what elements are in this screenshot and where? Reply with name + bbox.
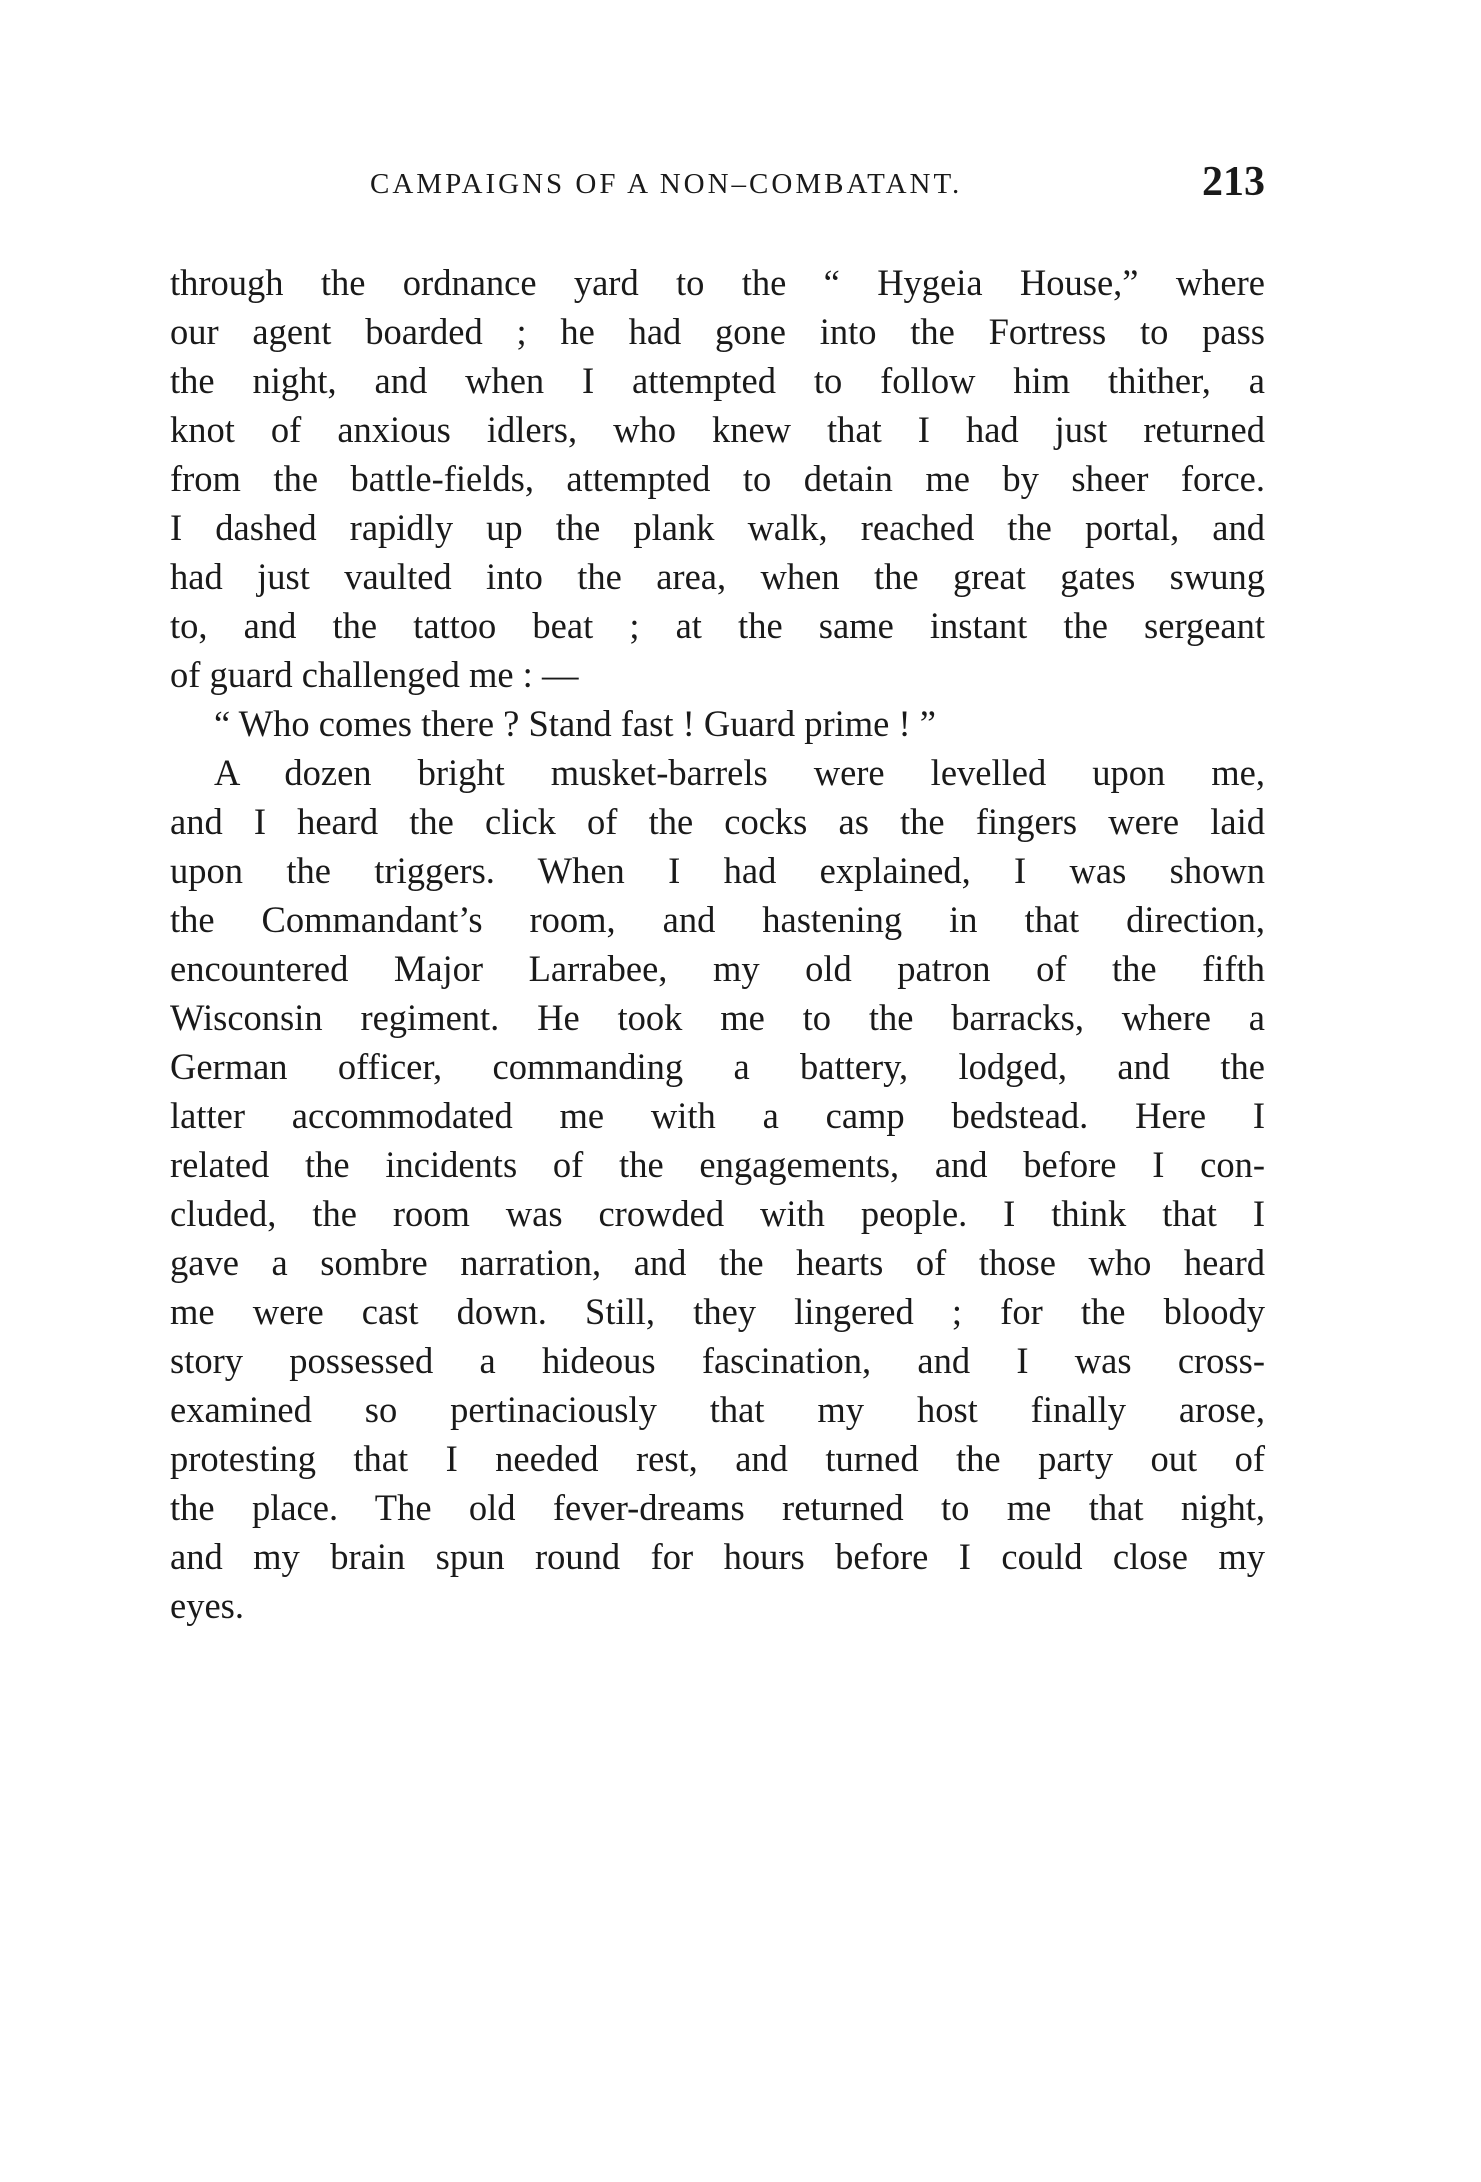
text-line: examined so pertinaciously that my host finally arose, xyxy=(170,1389,1265,1430)
page-number: 213 xyxy=(1202,159,1265,205)
text-line: German officer, commanding a battery, lodged, and the xyxy=(170,1046,1265,1087)
text-line: and I heard the click of the cocks as the fingers were laid xyxy=(170,801,1265,842)
text-line: the place. The old fever-dreams returned to me that night, xyxy=(170,1487,1265,1528)
text-line: knot of anxious idlers, who knew that I had just returned xyxy=(170,409,1265,450)
text-line: encountered Major Larrabee, my old patron of the fifth xyxy=(170,948,1265,989)
text-line: to, and the tattoo beat ; at the same instant the sergeant xyxy=(170,605,1265,646)
body-text xyxy=(170,258,1265,1630)
text-line: gave a sombre narration, and the hearts of those who heard xyxy=(170,1242,1265,1283)
running-head xyxy=(170,158,1265,218)
text-line: related the incidents of the engagements, and before I con- xyxy=(170,1144,1265,1185)
text-line: story possessed a hideous fascination, and I was cross- xyxy=(170,1340,1265,1381)
text-line: the night, and when I attempted to follow him thither, a xyxy=(170,360,1265,401)
text-line: eyes. xyxy=(170,1585,244,1626)
text-line: from the battle-fields, attempted to detain me by sheer force. xyxy=(170,458,1265,499)
text-line: protesting that I needed rest, and turned the party out of xyxy=(170,1438,1265,1479)
running-title: CAMPAIGNS OF A NON–COMBATANT. xyxy=(370,168,963,200)
text-line: cluded, the room was crowded with people. I think that I xyxy=(170,1193,1265,1234)
text-line: me were cast down. Still, they lingered ; for the bloody xyxy=(170,1291,1265,1332)
text-line: latter accommodated me with a camp bedstead. Here I xyxy=(170,1095,1265,1136)
text-line: Wisconsin regiment. He took me to the barracks, where a xyxy=(170,997,1265,1038)
text-line: A dozen bright musket-barrels were levelled upon me, xyxy=(214,752,1265,793)
text-line: our agent boarded ; he had gone into the Fortress to pass xyxy=(170,311,1265,352)
text-line: upon the triggers. When I had explained, I was shown xyxy=(170,850,1265,891)
text-line: of guard challenged me : — xyxy=(170,654,579,695)
text-line: the Commandant’s room, and hastening in that direction, xyxy=(170,899,1265,940)
text-line: had just vaulted into the area, when the great gates swung xyxy=(170,556,1265,597)
text-line: “ Who comes there ? Stand fast ! Guard prime ! ” xyxy=(214,703,936,744)
text-line: and my brain spun round for hours before I could close my xyxy=(170,1536,1265,1577)
text-line: I dashed rapidly up the plank walk, reached the portal, and xyxy=(170,507,1265,548)
text-line: through the ordnance yard to the “ Hygeia House,” where xyxy=(170,262,1265,303)
